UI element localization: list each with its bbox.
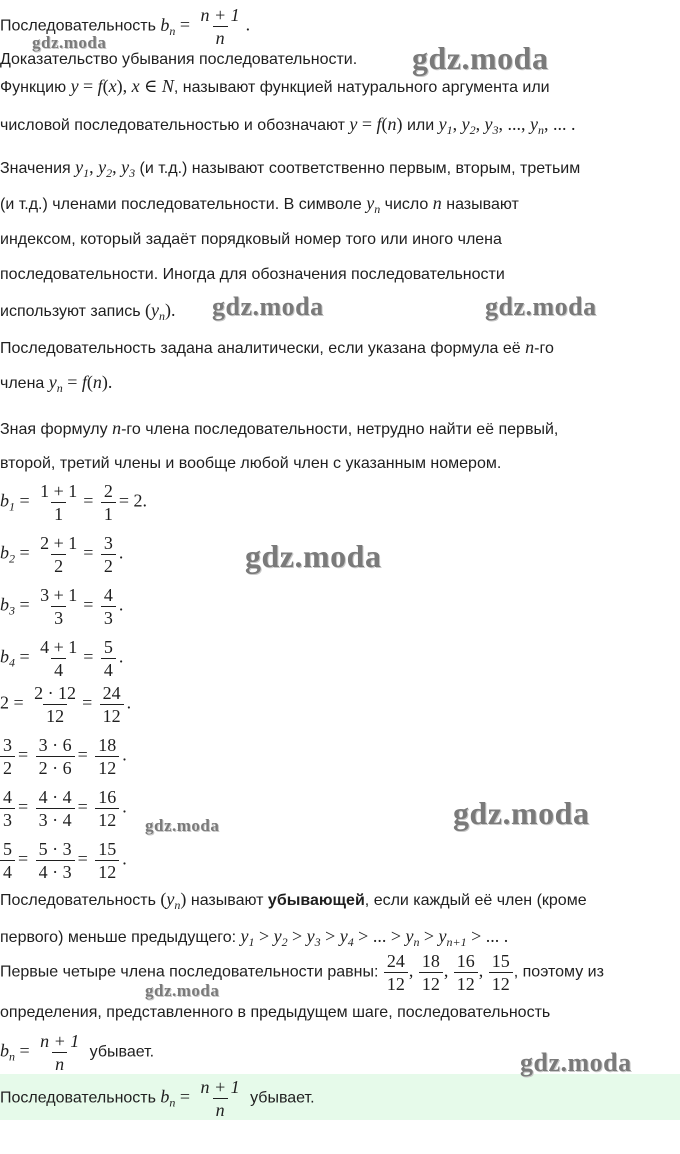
heading: Последовательность $b_n$ = $\frac{n + 1}{n}$ . bbox=[0, 5, 251, 48]
para6-line2: определения, представленного в предыдущем шаге, последовательность bbox=[0, 1004, 551, 1021]
para3-line2: члена $y_n = f(n)$. bbox=[0, 372, 113, 395]
watermark: gdz.moda bbox=[145, 981, 220, 1000]
common-row: 2 = $\frac{2 \cdot 12}{12}$ = $\frac{24}{12}$ . bbox=[0, 683, 132, 726]
watermark: gdz.moda bbox=[520, 1048, 632, 1077]
para5-line1: Последовательность $(y_n)$ называют убывающей, если каждый её член (кроме bbox=[0, 889, 587, 912]
para6-line1: Первые четыре члена последовательности равны: $\frac{24}{12}$ , $\frac{18}{12}$ , $\frac{16}{12}$ , $\frac{15}{12}$ , поэтому из bbox=[0, 951, 604, 994]
para4-line1: Зная формулу n-го члена последовательности, нетрудно найти её первый, bbox=[0, 418, 559, 438]
para3-line1: Последовательность задана аналитически, если указана формула её n-го bbox=[0, 337, 554, 357]
calc-row: $b_2$ = $\frac{2 + 1}{2}$ = $\frac{3}{2}$ . bbox=[0, 533, 124, 576]
heading-fraction: $\frac{n + 1}{n}$ bbox=[200, 5, 240, 48]
calc-row: $b_3$ = $\frac{3 + 1}{3}$ = $\frac{4}{3}$ . bbox=[0, 585, 124, 628]
step-title: Доказательство убывания последовательности. bbox=[0, 51, 358, 68]
heading-text: Последовательность bbox=[0, 17, 156, 35]
para2-line4: последовательности. Иногда для обозначения последовательности bbox=[0, 266, 505, 283]
para2-line5: используют запись $(y_n)$. bbox=[0, 300, 176, 323]
answer-line: Последовательность $b_n$ = $\frac{n + 1}{n}$ убывает. bbox=[0, 1077, 315, 1120]
calc-row: $b_4$ = $\frac{4 + 1}{4}$ = $\frac{5}{4}$ . bbox=[0, 637, 124, 680]
watermark: gdz.moda bbox=[485, 292, 597, 321]
common-row: $\frac{3}{2}$ = $\frac{3 \cdot 6}{2 \cdot 6}$ = $\frac{18}{12}$ . bbox=[0, 734, 127, 779]
watermark: gdz.moda bbox=[32, 33, 107, 52]
watermark: gdz.moda bbox=[412, 40, 549, 76]
para2-line1: Значения $y_1$, $y_2$, $y_3$ (и т.д.) называют соответственно первым, вторым, третьим bbox=[0, 157, 581, 180]
para2-line3: индексом, который задаёт порядковый номер того или иного члена bbox=[0, 231, 502, 248]
para1-line1: Функцию y = f(x), x ∈ N, называют функцией натурального аргумента или bbox=[0, 76, 550, 96]
heading-formula: $b_n$ bbox=[160, 14, 176, 38]
para5-line2: первого) меньше предыдущего: $y_1 > y_2 > y_3 > y_4$ > ... > $y_n > y_{n+1}$ > ... . bbox=[0, 926, 509, 949]
watermark: gdz.moda bbox=[212, 292, 324, 321]
watermark: gdz.moda bbox=[145, 816, 220, 835]
watermark: gdz.moda bbox=[245, 538, 382, 574]
common-row: $\frac{4}{3}$ = $\frac{4 \cdot 4}{3 \cdot 4}$ = $\frac{16}{12}$ . bbox=[0, 786, 127, 831]
para1-line2: числовой последовательностью и обозначают y = f(n) или $y_1$, $y_2$, $y_3$, ..., $y_n$, ... . bbox=[0, 114, 576, 137]
calc-row: $b_1$ = $\frac{1 + 1}{1}$ = $\frac{2}{1}$ = 2. bbox=[0, 481, 147, 524]
watermark: gdz.moda bbox=[453, 795, 590, 831]
para4-line2: второй, третий члены и вообще любой член с указанным номером. bbox=[0, 455, 502, 472]
common-row: $\frac{5}{4}$ = $\frac{5 \cdot 3}{4 \cdot 3}$ = $\frac{15}{12}$ . bbox=[0, 838, 127, 883]
para6-line3: $b_n$ = $\frac{n + 1}{n}$ убывает. bbox=[0, 1031, 155, 1074]
para2-line2: (и т.д.) членами последовательности. В символе $y_n$ число n называют bbox=[0, 193, 519, 216]
